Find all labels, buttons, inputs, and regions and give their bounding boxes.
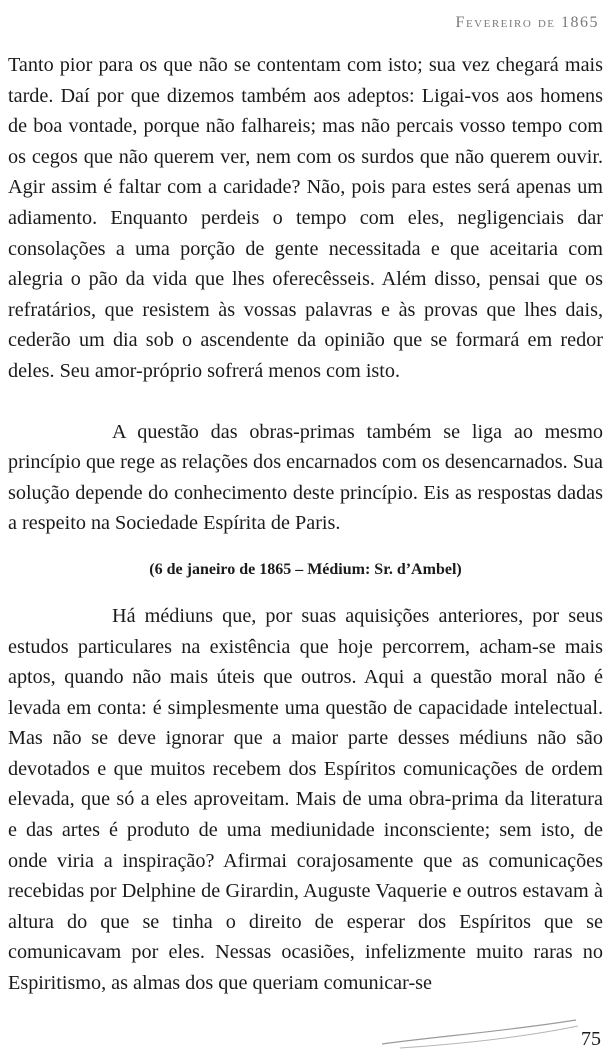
paragraph-2: A questão das obras-primas também se liga ao mesmo princípio que rege as relações dos encarnados com os desencarnados. Sua solução depende do conhecimento deste princípio. Eis as respostas dadas a respeito na Sociedade Espírita de Paris. — [8, 420, 603, 535]
paragraph-3: Há médiuns que, por suas aquisições anteriores, por seus estudos particulares na existência que hoje percorrem, acham-se mais aptos, quando não mais úteis que outros. Aqui a questão moral não é levada em conta: é simplesmente uma questão de capacidade intelectual. Mas não se deve ignorar que a maior parte desses médiuns não são devotados e que muitos recebem dos Espíritos comunicações de ordem elevada, que só a eles aproveitam. Mais de uma obra-prima da literatura e das artes é produto de uma mediunidade inconsciente; sem isto, de onde viria a inspiração? Afirmai corajosamente que as comunicações recebidas por Delphine de Girardin, Auguste Vaquerie e outros estavam à altura do que se tinha o direito de esperar dos Espíritos que se comunicavam por eles. Nessas ocasiões, infelizmente muito raras no Espiritismo, as almas dos que queriam comunicar-se — [8, 604, 603, 995]
section-subheading: (6 de janeiro de 1865 – Médium: Sr. d’Ambel) — [149, 560, 462, 578]
decorative-swoosh-icon — [380, 1014, 580, 1054]
running-header: Fevereiro de 1865 — [455, 14, 599, 31]
page-body — [8, 50, 603, 999]
page-number: 75 — [581, 1028, 601, 1050]
paragraph-1: Tanto pior para os que não se contentam com isto; sua vez chegará mais tarde. Daí por que dizemos também aos adeptos: Ligai-vos aos homens de boa vontade, porque não falhareis; mas não percais vosso tempo com os cegos que não querem ver, nem com os surdos que não querem ouvir. Agir assim é faltar com a caridade? Não, pois para estes será apenas um adiamento. Enquanto perdeis o tempo com eles, negligenciais dar consolações a uma porção de gente necessitada e que aceitaria com alegria o pão da vida que lhes oferecêsseis. Além disso, pensai que os refratários, que resistem às vossas palavras e às provas que lhes dais, cederão um dia sob o ascendente da opinião que se formará em redor deles. Seu amor-próprio sofrerá menos com isto. — [8, 54, 603, 382]
page-footer — [0, 1010, 611, 1064]
